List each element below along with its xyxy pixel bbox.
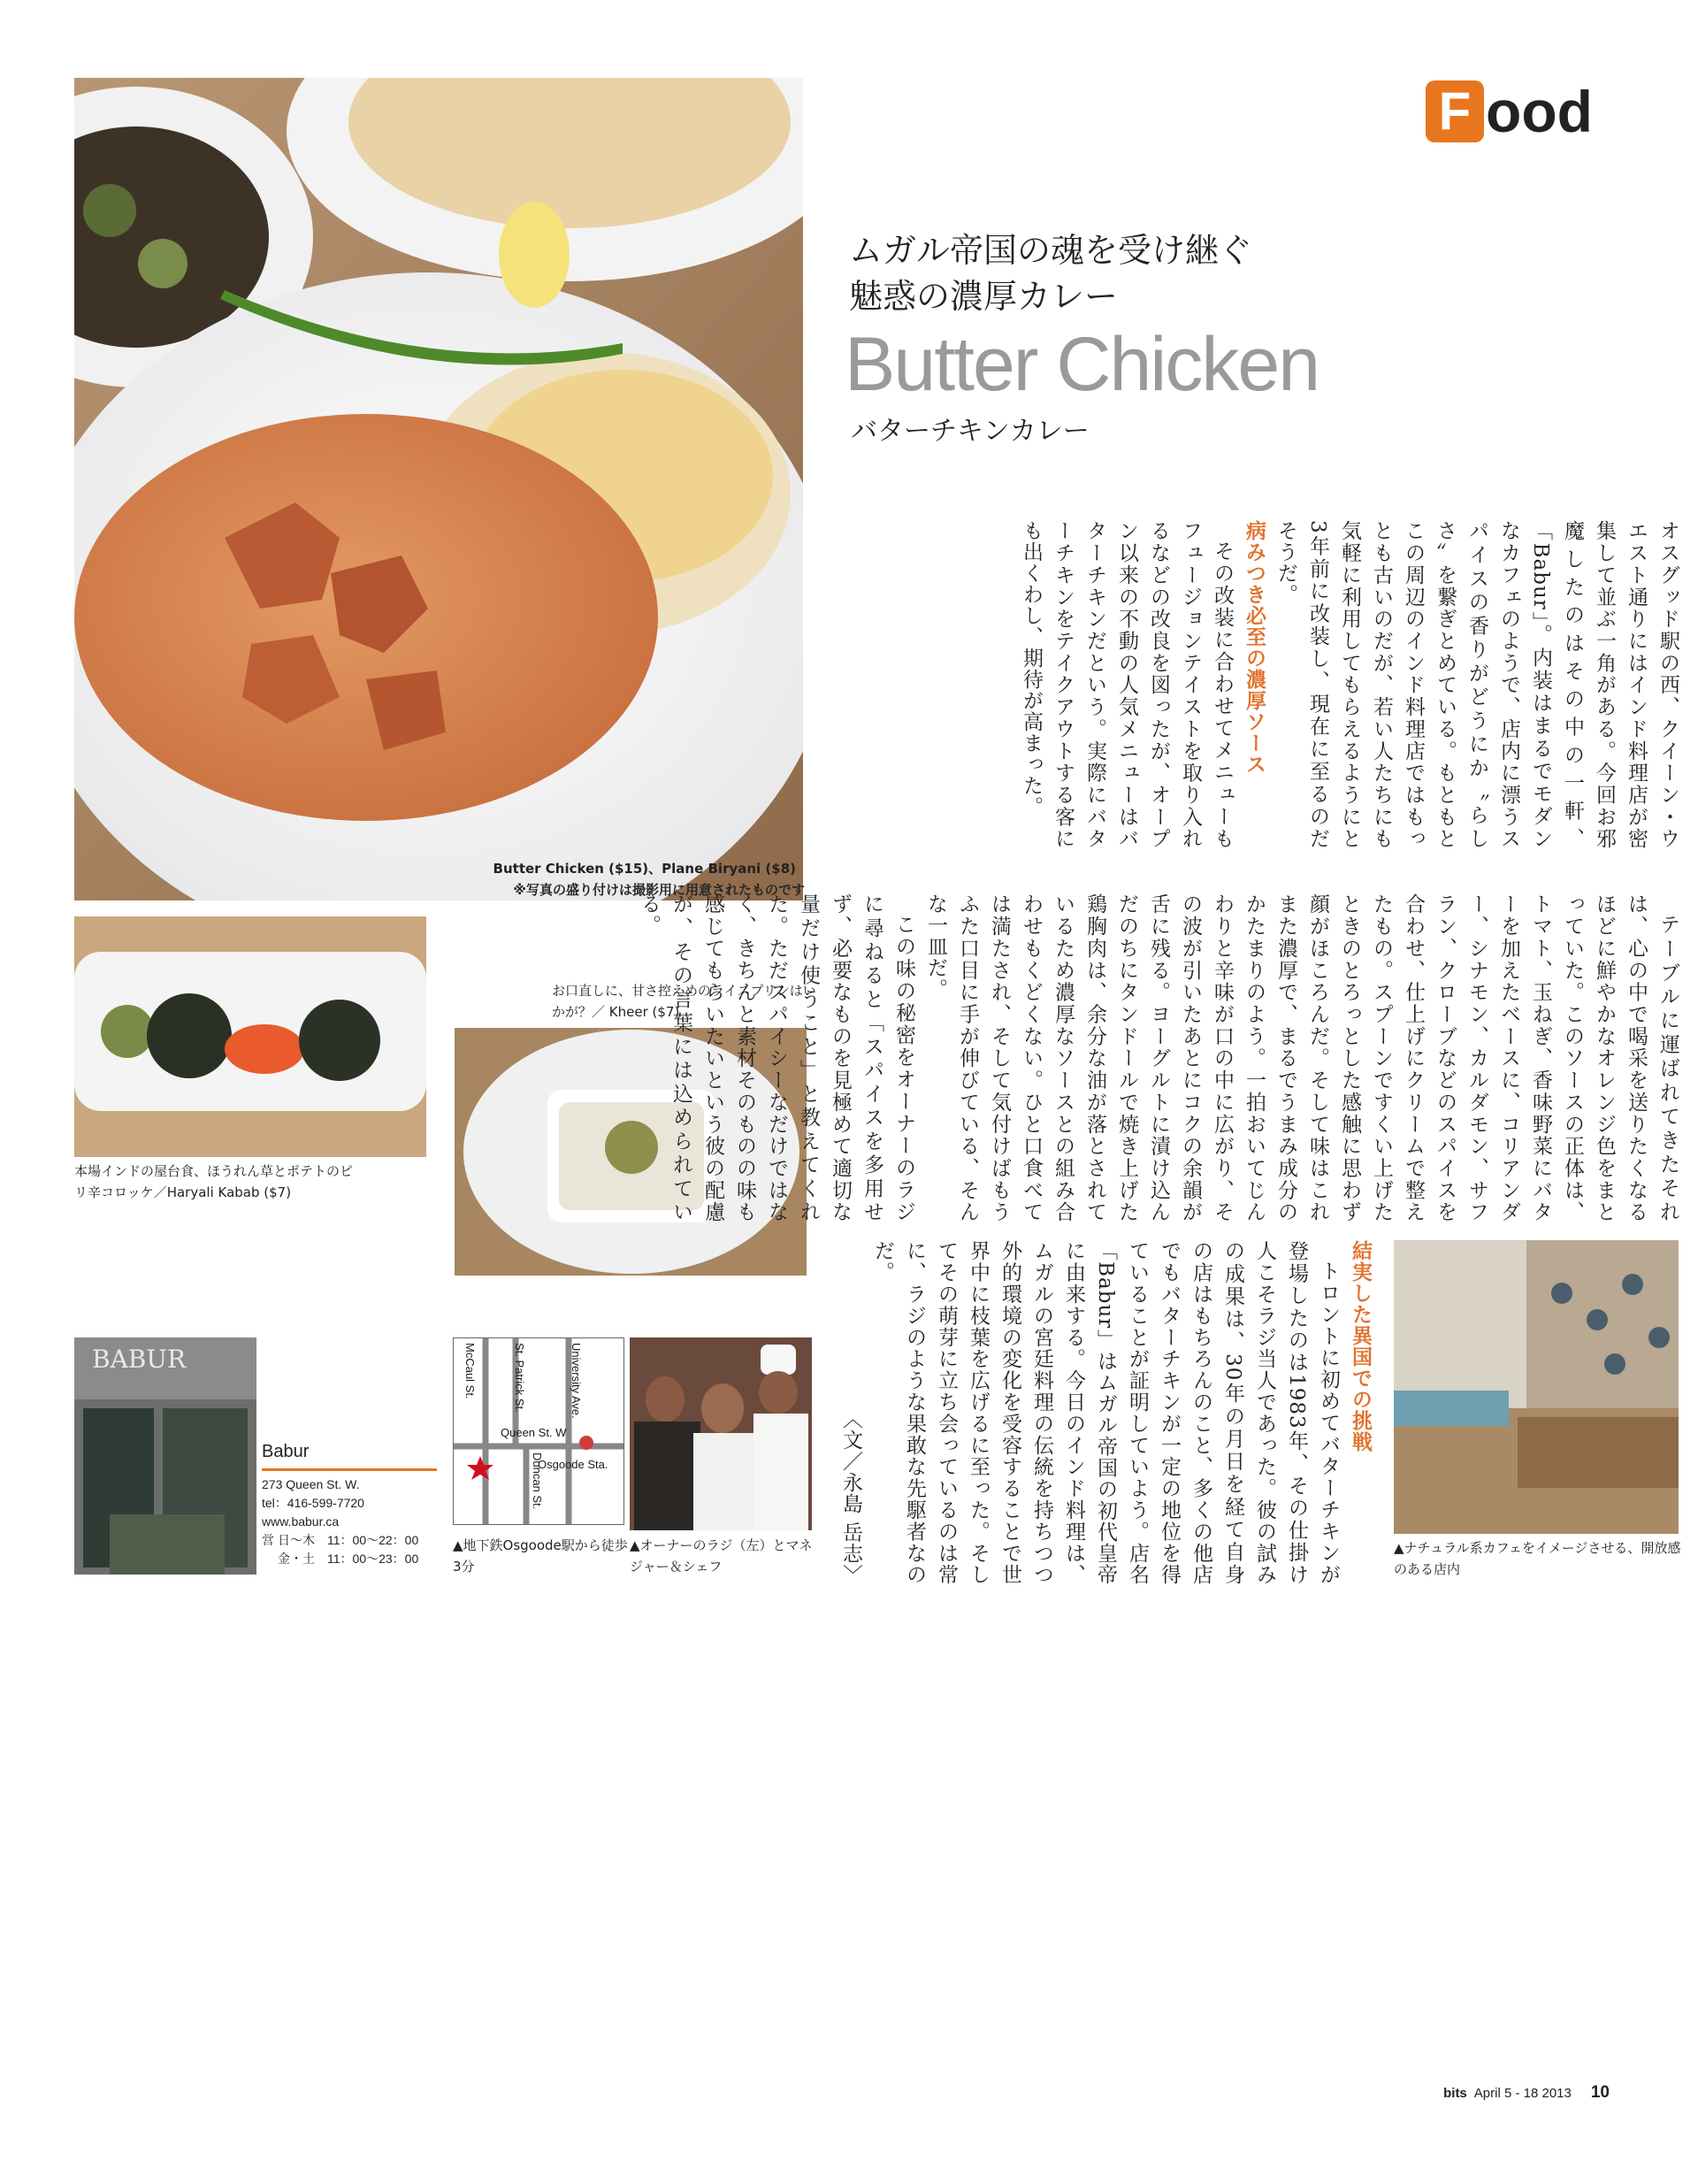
section-badge (1426, 76, 1593, 147)
main-food-photo (74, 78, 803, 900)
shop-hours-1: 日〜木 11：00〜22：00 (278, 1533, 419, 1547)
main-photo-caption-1: Butter Chicken ($15)、Plane Biryani ($8) (493, 861, 796, 877)
shop-web[interactable]: www.babur.ca (262, 1514, 340, 1529)
shop-name: Babur (262, 1442, 310, 1461)
main-photo-caption-2: ※写真の盛り付けは撮影用に用意されたものです (513, 882, 805, 898)
article-block-upper (817, 520, 1684, 849)
page-number: 10 (1590, 2083, 1610, 2102)
footer (1443, 2083, 1610, 2103)
section-title: ood (1486, 79, 1593, 144)
shop-hours-icon: 営 (262, 1533, 274, 1547)
article-paragraph-4: この味の秘密をオーナーのラジに尋ねると「スパイスを多用せず、必要なものを見極めて適切な量だけ使うこと」と教えてくれた。ただスパイシーなだけではなく、きちんと素材そのものの味も感じてもらいたいという彼の配慮が、その言葉には込められている。 (638, 893, 915, 1222)
map-street-university: University Ave. (570, 1343, 583, 1419)
kabab-photo (74, 916, 426, 1157)
kheer-caption: お口直しに、甘さ控えめのライスプリンはいかが？／ Kheer ($7) (552, 983, 816, 1020)
article-block-lower (830, 1240, 1376, 1585)
article-paragraph-5: トロントに初めてバターチキンが登場したのは1983年、その仕掛け人こそラジ当人であった。彼の試みの成果は、30年の月日を経て自身の店はもちろんのこと、多くの他店でもバターチキンが一定の地位を得ていることが証明していよう。店名「Babur」はムガル帝国の初代皇帝に由来する。今日のインド料理は、ムガルの宮廷料理の伝統を持ちつつ外的環境の変化を受容することで世界中に枝葉を広げるに至った。そしてその萌芽に立ち会っているのは常に、ラジのような果敢な先駆者なのだ。 (871, 1240, 1340, 1585)
interior-caption: ▲ナチュラル系カフェをイメージさせる、開放感のある店内 (1394, 1540, 1681, 1577)
interior-photo (1394, 1240, 1679, 1534)
article-paragraph-3: テーブルに運ばれてきたそれは、心の中で喝采を送りたくなるほどに鮮やかなオレンジ色をまとっていた。このソースの正体は、トマト、玉ねぎ、香味野菜にバターを加えたベースに、コリアンダー、シナモン、カルダモン、サフラン、クローブなどのスパイスを合わせ、仕上げにクリームで整えたもの。スプーンですくい上げたときのとろっとした感触に思わず顔がほころんだ。そして味はこれまた濃厚で、まるでうまみ成分のかたまりのよう。一拍おいてじんわりと辛味が口の中に広がり、その波が引いたあとにコクの余韻が舌に残る。ヨーグルトに漬け込んだのちにタンドールで焼き上げた鶏胸肉は、余分な油が落とされているため濃厚なソースとの組み合わせもくどくない。ひと口食べては満たされ、そして気付けばもうふた口目に手が伸びている、そんな一皿だ。 (924, 893, 1679, 1222)
headline-line2: 魅惑の濃厚カレー (849, 277, 1119, 316)
article-paragraph-1: オスグッド駅の西、クイーン・ウエスト通りにはインド料理店が密集して並ぶ一角がある。今回お邪魔したのはその中の一軒、「Babur」。内装はまるでモダンなカフェのようで、店内に漂うスパイスの香りがどうにか〝らしさ〟を繋ぎとめている。もともとこの周辺のインド料理店ではもっとも古いのだが、若い人たちにも気軽に利用してもらえるようにと3年前に改装し、現在に至るのだそうだ。 (1274, 520, 1679, 849)
article-credit: 〈文／永島 岳志〉 (839, 1407, 862, 1585)
map-station-osgoode: Osgoode Sta. (538, 1458, 608, 1471)
article-heading-2: 結実した異国での挑戦 (1349, 1240, 1372, 1452)
map-street-duncan: Duncan St. (531, 1452, 544, 1510)
shop-address: 273 Queen St. W. (262, 1477, 360, 1491)
footer-brand: bits (1443, 2086, 1467, 2101)
map-street-stpatrick: St. Patrick St. (513, 1343, 526, 1413)
headline-english: Butter Chicken (845, 322, 1319, 407)
shop-tel: tel：416-599-7720 (262, 1496, 364, 1510)
staff-caption: ▲オーナーのラジ（左）とマネジャー＆シェフ (630, 1537, 813, 1575)
headline-katakana: バターチキンカレー (851, 416, 1090, 447)
article-heading-1: 病みつき必至の濃厚ソース (1243, 520, 1266, 775)
article-paragraph-2: その改装に合わせてメニューもフュージョンテイストを取り入れるなどの改良を図ったが、オープン以来の不動の人気メニューはバターチキンだという。実際にバターチキンをテイクアウトする客にも出くわし、期待が高まった。 (1020, 520, 1234, 849)
shop-hours-2: 金・土 11：00〜23：00 (278, 1552, 419, 1566)
staff-photo (630, 1337, 812, 1530)
map-street-mccaul: McCaul St. (463, 1343, 477, 1399)
map-caption: ▲地下鉄Osgoode駅から徒歩3分 (453, 1537, 628, 1575)
headline-line1: ムガル帝国の魂を受け継ぐ (849, 231, 1253, 270)
shop-sign: BABUR (92, 1345, 187, 1374)
shop-info (262, 1475, 418, 1568)
shop-divider (262, 1468, 437, 1471)
footer-date: April 5 - 18 2013 (1473, 2086, 1572, 2101)
map-street-queen: Queen St. W (501, 1426, 567, 1439)
kabab-caption: 本場インドの屋台食、ほうれん草とポテトのピリ辛コロッケ／Haryali Kabab ($7) (74, 1163, 354, 1200)
section-badge-letter: F (1426, 80, 1484, 142)
